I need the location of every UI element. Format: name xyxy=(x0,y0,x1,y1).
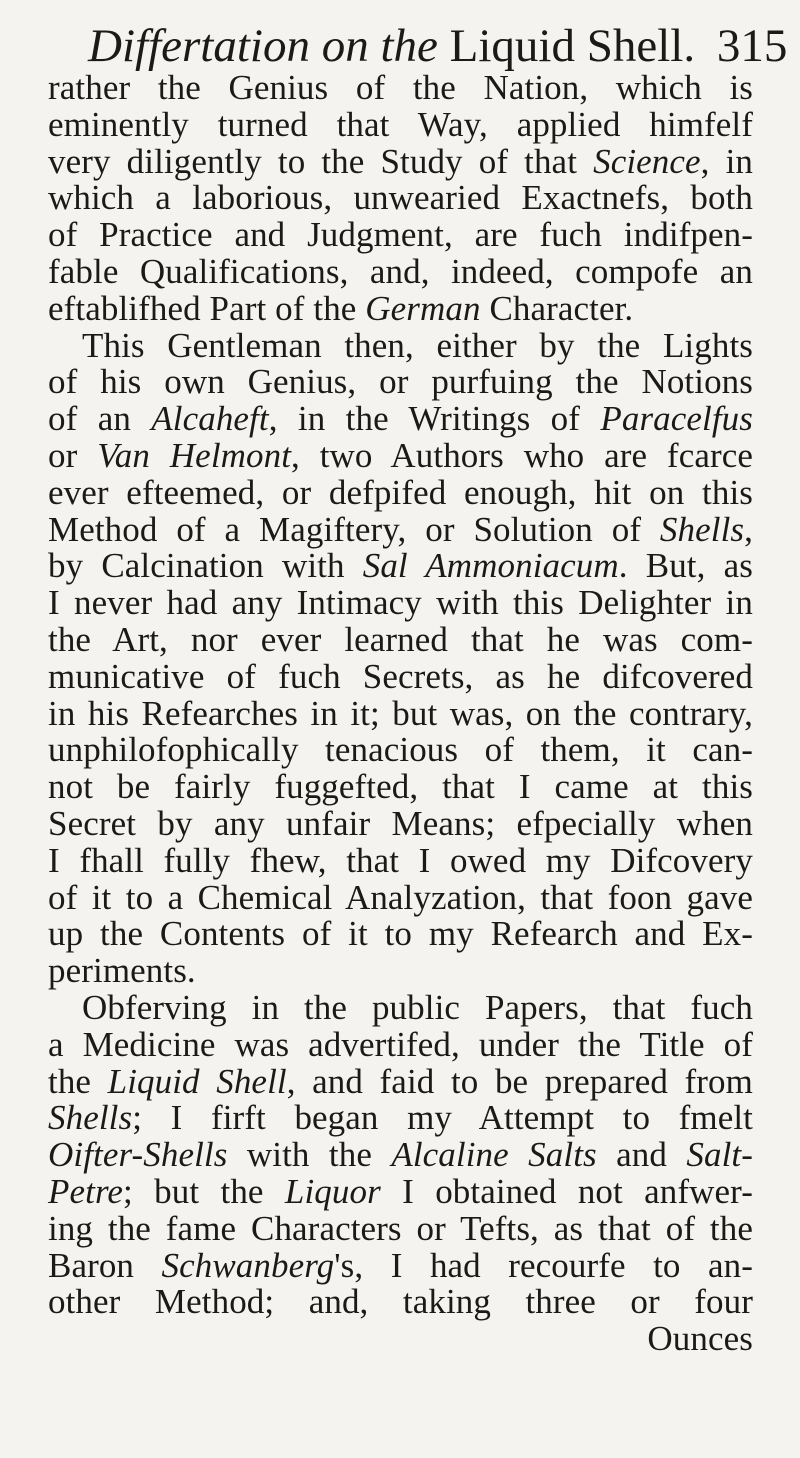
text-line xyxy=(48,916,753,953)
italic-text: German xyxy=(365,288,481,328)
italic-text: Liquid Shell xyxy=(107,1061,287,1101)
text-run: Obferving in the public Papers, that fuch xyxy=(82,987,753,1027)
text-line xyxy=(48,401,753,438)
italic-text: Science xyxy=(593,141,701,181)
body-text xyxy=(48,70,753,1358)
text-line xyxy=(48,693,753,733)
text-line xyxy=(48,1171,753,1211)
text-run: ; but the xyxy=(123,1171,285,1211)
text-line xyxy=(48,435,753,475)
text-line xyxy=(48,141,754,181)
text-run: other Method; and, taking three or four xyxy=(48,1282,753,1322)
text-run: I fhall fully fhew, that I owed my Difcovery xyxy=(48,840,753,880)
text-run: , xyxy=(744,509,753,549)
catchword xyxy=(48,1321,753,1358)
text-line xyxy=(48,104,753,144)
text-run: eminently turned that Way, applied himfelf xyxy=(48,104,753,144)
text-run: the Art, nor ever learned that he was com- xyxy=(48,619,753,659)
text-line xyxy=(48,325,753,365)
text-run: ever efteemed, or defpifed enough, hit on this xyxy=(48,472,753,512)
text-run: I never had any Intimacy with this Delighter in xyxy=(48,583,753,623)
text-run: Baron xyxy=(48,1245,162,1285)
italic-text: Schwanberg xyxy=(161,1245,335,1285)
text-run: This Gentleman then, either by the Lights xyxy=(82,325,753,365)
text-run: Secret by any unfair Means; efpecially when xyxy=(48,803,753,843)
text-run: with the xyxy=(227,1135,392,1175)
text-run: unphilofophically tenacious of them, it can- xyxy=(48,730,753,770)
text-run: , two Authors who are fcarce xyxy=(291,435,753,475)
text-run: by Calcination with xyxy=(48,546,363,586)
text-run: of his own Genius, or purfuing the Notions xyxy=(48,362,753,402)
text-line xyxy=(48,288,753,328)
italic-text: Oifter-Shells xyxy=(48,1135,228,1175)
text-run: eftablifhed Part of the xyxy=(48,288,366,328)
text-run: ; I firft began my Attempt to fmelt xyxy=(132,1098,753,1138)
italic-text: Alcaline Salts xyxy=(391,1135,597,1175)
text-run: 's, I had recourfe to an- xyxy=(334,1245,753,1285)
italic-text: Liquor xyxy=(284,1171,381,1211)
italic-text: Alcaheft xyxy=(151,399,269,439)
text-line xyxy=(48,70,753,107)
text-run: of it to a Chemical Analyzation, that foon gave xyxy=(48,877,753,917)
text-line xyxy=(48,217,753,254)
text-line xyxy=(48,1284,753,1321)
text-line xyxy=(48,803,753,843)
text-line xyxy=(48,840,753,880)
italic-text: Sal Ammoniacum xyxy=(362,546,619,586)
text-run: of an xyxy=(48,399,152,439)
text-line xyxy=(48,953,753,990)
text-line xyxy=(48,769,753,806)
text-run: ing the fame Characters or Tefts, as that of the xyxy=(48,1208,753,1248)
text-line xyxy=(48,656,753,696)
text-run: or xyxy=(48,435,98,475)
text-line xyxy=(48,548,753,585)
text-run: and xyxy=(596,1135,687,1175)
text-run: periments. xyxy=(48,951,196,991)
text-run: Character. xyxy=(480,288,634,328)
text-run: of Practice and Judgment, are fuch indifpen- xyxy=(48,215,753,255)
italic-text: Salt- xyxy=(686,1135,753,1175)
text-run: very diligently to the Study of that xyxy=(48,141,594,181)
text-run: , in the Writings of xyxy=(268,399,601,439)
italic-text: Shells xyxy=(659,509,745,549)
text-run: a Medicine was advertifed, under the Title of xyxy=(48,1024,753,1064)
text-line xyxy=(48,732,753,769)
italic-text: Petre xyxy=(48,1171,123,1211)
running-head-title-roman: Liquid Shell. xyxy=(449,20,696,72)
text-line xyxy=(48,509,753,549)
text-run: I obtained not anfwer- xyxy=(380,1171,753,1211)
text-run: , and faid to be prepared from xyxy=(286,1061,753,1101)
text-run: fable Qualifications, and, indeed, compofe an xyxy=(48,251,753,291)
text-run: rather the Genius of the Nation, which is xyxy=(48,68,753,107)
italic-text: Shells xyxy=(48,1098,133,1138)
text-run: which a laborious, unwearied Exactnefs, both xyxy=(48,178,753,218)
text-line xyxy=(48,1024,753,1064)
text-run: the xyxy=(48,1061,108,1101)
text-run: in his Refearches in it; but was, on the contrary, xyxy=(48,693,753,733)
text-line xyxy=(48,585,753,622)
text-line xyxy=(48,1137,753,1174)
text-line xyxy=(48,987,753,1027)
text-line xyxy=(48,251,753,291)
text-line xyxy=(48,1208,753,1248)
text-line xyxy=(48,1061,753,1101)
italic-text: Van Helmont xyxy=(97,435,292,475)
text-run: . But, as xyxy=(618,546,753,586)
text-line xyxy=(48,1245,753,1285)
running-head-title-italic: Differtation on the xyxy=(88,20,438,72)
text-run: , in xyxy=(700,141,754,181)
text-run: municative of fuch Secrets, as he difcovered xyxy=(48,656,753,696)
text-line xyxy=(48,619,753,659)
page-number: 315 xyxy=(716,20,788,72)
text-line xyxy=(48,472,753,512)
text-run: Ounces xyxy=(647,1319,753,1359)
text-run: not be fairly fuggefted, that I came at this xyxy=(48,767,753,807)
text-run: Method of a Magiftery, or Solution of xyxy=(48,509,660,549)
text-line xyxy=(48,877,753,917)
text-line xyxy=(48,1100,753,1137)
text-line xyxy=(48,364,753,401)
italic-text: Paracelfus xyxy=(600,399,753,439)
text-run: up the Contents of it to my Refearch and Ex- xyxy=(48,914,753,954)
text-line xyxy=(48,180,753,217)
